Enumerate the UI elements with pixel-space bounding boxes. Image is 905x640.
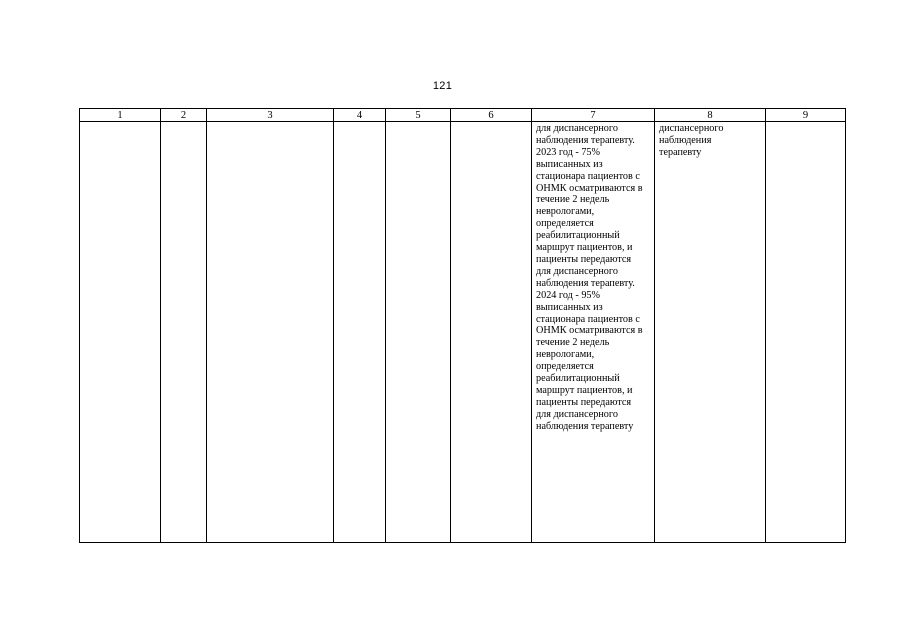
column-header-4: 4 — [334, 109, 386, 122]
table-header-row — [80, 109, 846, 122]
table-row — [80, 122, 846, 543]
table-cell-col5 — [386, 122, 451, 543]
table-cell-col8 — [655, 122, 766, 543]
page-number: 121 — [432, 80, 453, 92]
column-header-5: 5 — [386, 109, 451, 122]
document-table — [79, 108, 846, 543]
column-header-6: 6 — [451, 109, 532, 122]
column-header-9: 9 — [766, 109, 846, 122]
table-cell-col9 — [766, 122, 846, 543]
column-header-7: 7 — [532, 109, 655, 122]
table-cell-col4 — [334, 122, 386, 543]
column-header-8: 8 — [655, 109, 766, 122]
column-header-3: 3 — [207, 109, 334, 122]
cell-text-col7: для диспансерного наблюдения терапевту. 2023 год - 75% выписанных из стационара пациентов с ОНМК осматриваются в течение 2 недель неврологами, определяется реабилитационный маршрут пациентов, и пациенты передаются для диспансерного наблюдения терапевту. 2024 год - 95% выписанных из стационара пациентов с ОНМК осматриваются в течение 2 недель неврологами, определяется реабилитационный маршрут пациентов, и пациенты передаются для диспансерного наблюдения терапевту — [536, 123, 643, 432]
table-cell-col7 — [532, 122, 655, 543]
table-cell-col1 — [80, 122, 161, 543]
column-header-2: 2 — [161, 109, 207, 122]
column-header-1: 1 — [80, 109, 161, 122]
table-cell-col3 — [207, 122, 334, 543]
table-cell-col6 — [451, 122, 532, 543]
cell-text-col8: диспансерного наблюдения терапевту — [659, 123, 724, 158]
table-cell-col2 — [161, 122, 207, 543]
